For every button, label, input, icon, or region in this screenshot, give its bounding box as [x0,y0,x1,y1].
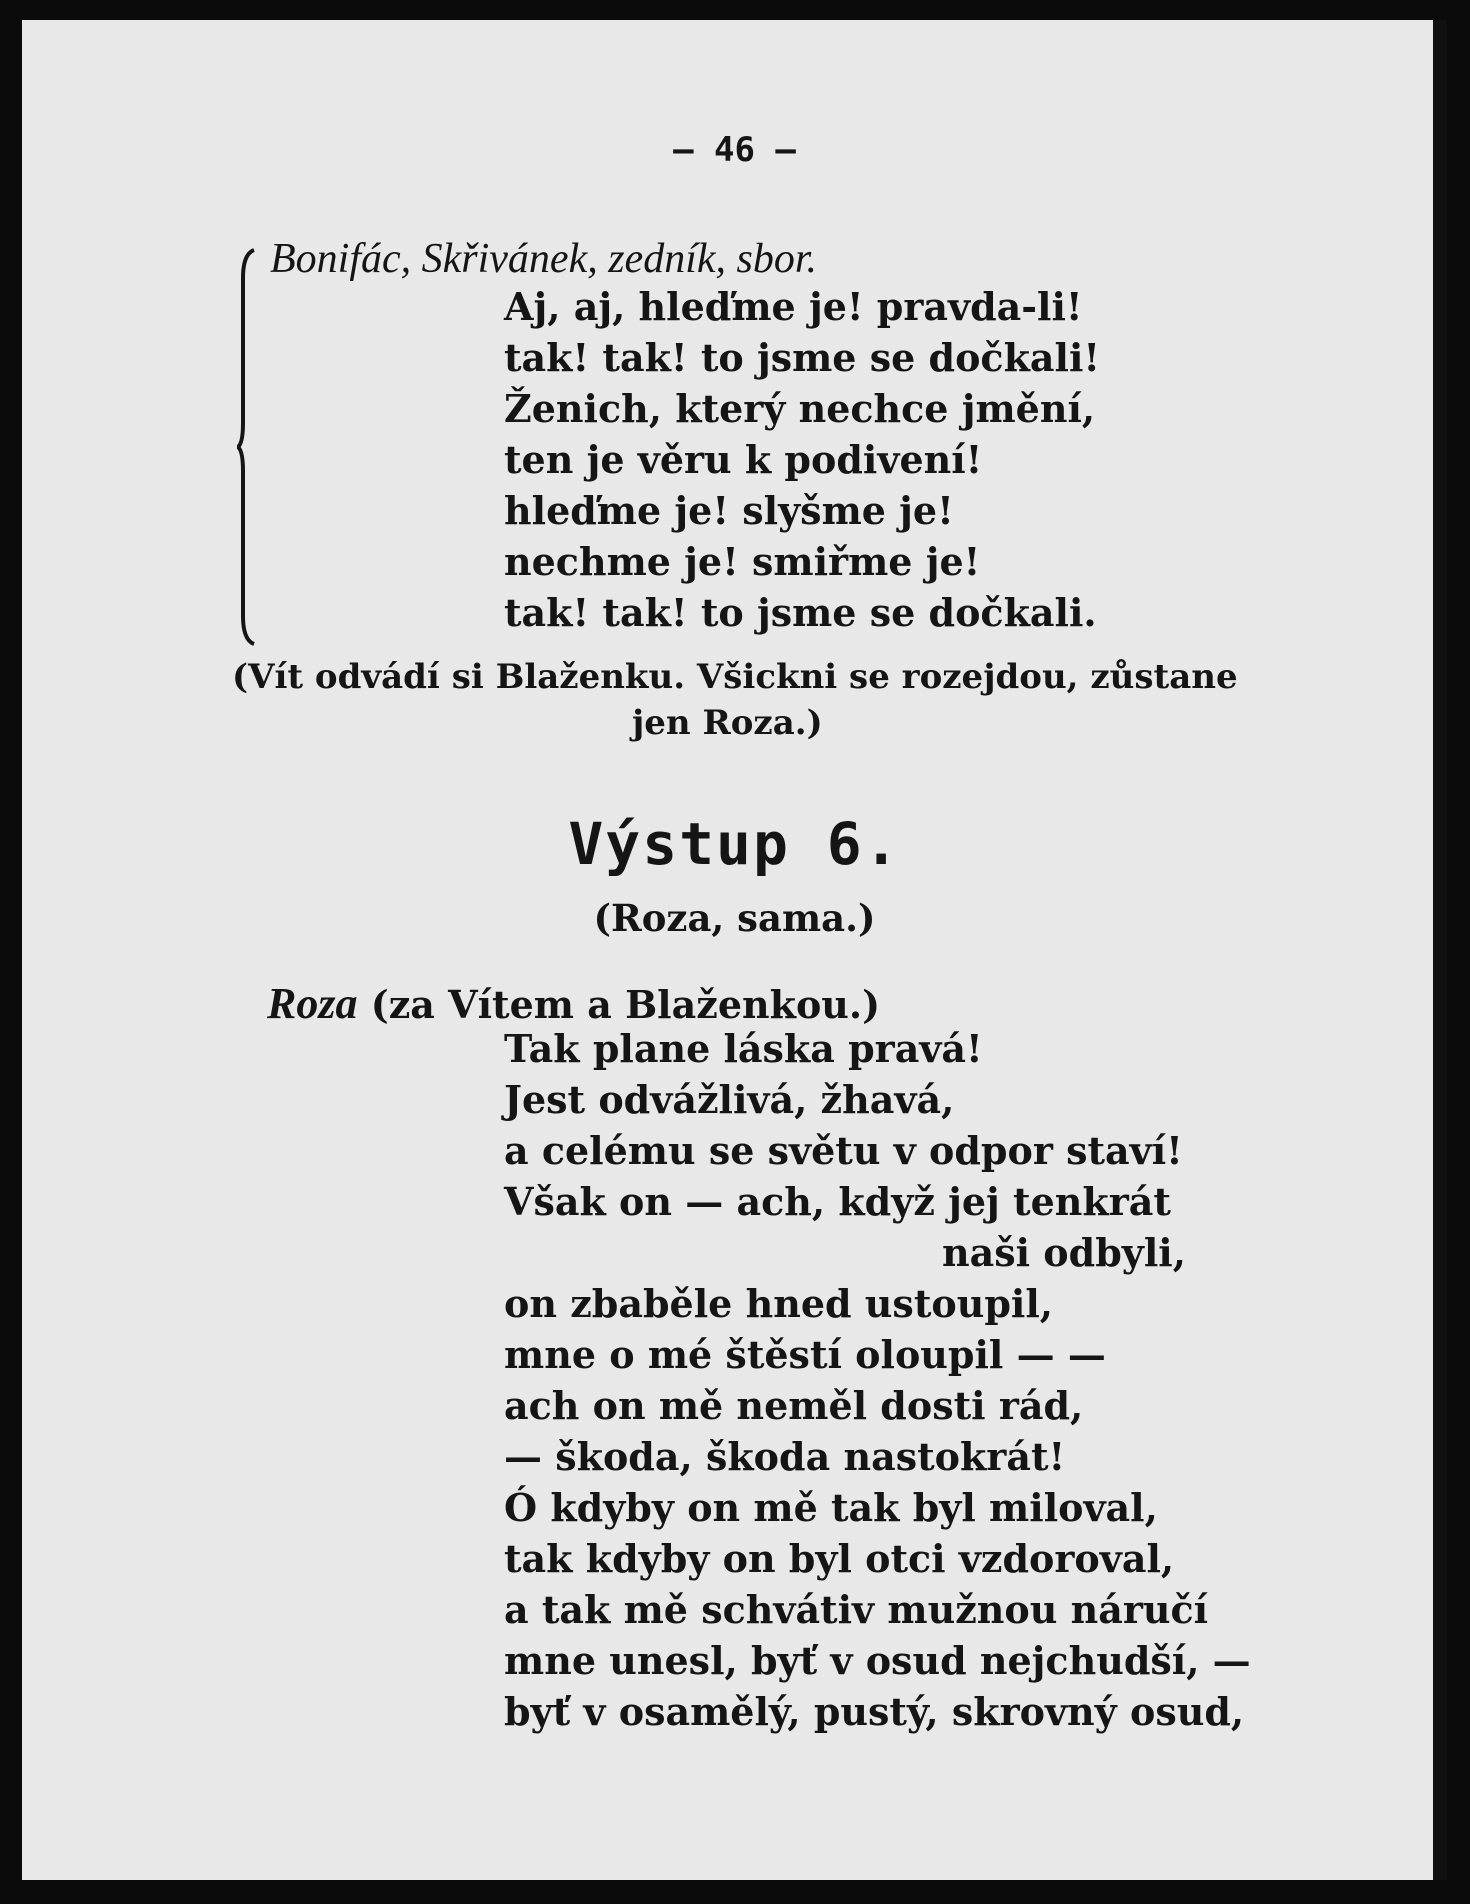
verse-line: ach on mě neměl dosti rád, [504,1383,1084,1428]
verse-line: tak kdyby on byl otci vzdoroval, [504,1536,1175,1581]
verse-line: a celému se světu v odpor staví! [504,1128,1183,1173]
chorus-line: nechme je! smiřme je! [504,539,981,584]
curly-brace [237,248,257,646]
page-edge-shadow [1433,20,1447,1880]
verse-line: Však on — ach, když jej tenkrát [504,1179,1171,1224]
stage-direction: (Vít odvádí si Blaženku. Všickni se rozejdou, zůstane [232,657,1238,697]
chorus-line: ten je věru k podivení! [504,437,983,482]
scene-cast: (Roza, sama.) [593,896,876,940]
stage-direction-cont: jen Roza.) [632,703,823,743]
chorus-line: hleďme je! slyšme je! [504,488,954,533]
verse-line: Ó kdyby on mě tak byl miloval, [504,1485,1158,1530]
chorus-line: Aj, aj, hleďme je! pravda-li! [504,284,1083,329]
chorus-speakers: Bonifác, Skřivánek, zedník, sbor. [270,236,818,282]
verse-line: a tak mě schvátiv mužnou náručí [504,1587,1209,1632]
verse-line: Tak plane láska pravá! [504,1026,983,1071]
roza-speaker-line [267,978,880,1029]
book-page [22,20,1447,1880]
verse-line: mne o mé štěstí oloupil — — [504,1332,1106,1377]
verse-line: mne unesl, byť v osud nejchudší, — [504,1638,1251,1683]
scene-title: Výstup 6. [568,810,901,878]
chorus-line: Ženich, který nechce jmění, [504,386,1096,431]
verse-line: Jest odvážlivá, žhavá, [504,1077,955,1122]
chorus-line: tak! tak! to jsme se dočkali. [504,590,1097,635]
speaker-name: Roza [267,979,358,1028]
chorus-line: tak! tak! to jsme se dočkali! [504,335,1101,380]
verse-line: naši odbyli, [942,1230,1186,1275]
page-number: — 46 — [673,130,796,170]
verse-line: on zbaběle hned ustoupil, [504,1281,1054,1326]
verse-line: — škoda, škoda nastokrát! [504,1434,1066,1479]
verse-line: byť v osamělý, pustý, skrovný osud, [504,1689,1245,1734]
speaker-direction: (za Vítem a Blaženkou.) [370,982,881,1027]
